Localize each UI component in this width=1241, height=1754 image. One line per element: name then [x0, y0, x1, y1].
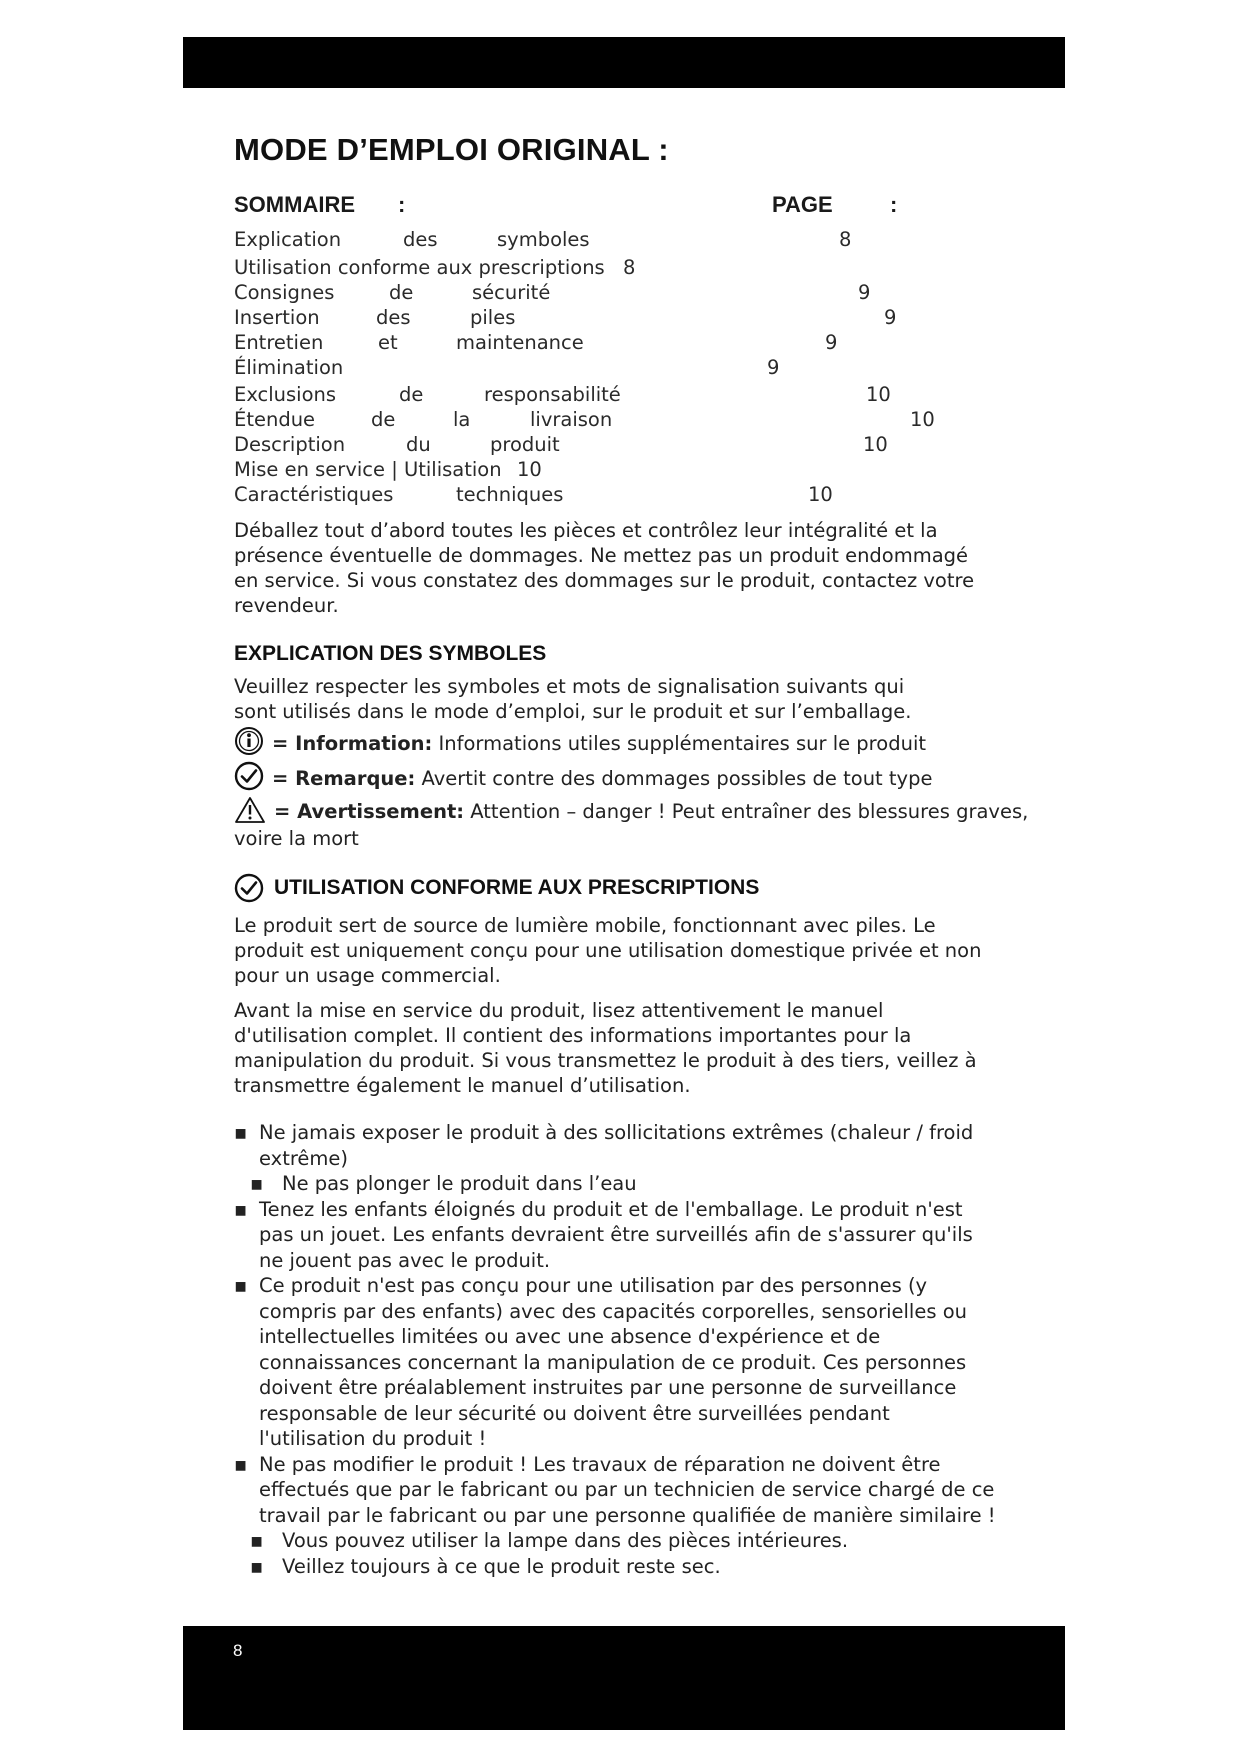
symbol-item-information — [234, 726, 1014, 761]
list-item: ▪ Ce produit n'est pas conçu pour une utilisation par des personnes (y compris par des enfants) avec des capacités corporelles, sensorielles ou intellectuelles limitées ou avec une absence d'expérience et de connaissances concernant la manipulation de ce produit. Ces personnes doivent être préalablement instruites par une personne de surveillance responsable de leur sécurité ou doivent être surveillées pendant l'utilisation du produit ! — [234, 1273, 1002, 1452]
symbol-label: = Avertissement: — [274, 800, 465, 823]
toc-word: Mise en service | Utilisation — [234, 458, 502, 481]
symbol-item-avertissement — [234, 796, 1029, 826]
toc-word: Insertion — [234, 306, 320, 329]
list-item: ▪ Tenez les enfants éloignés du produit et de l'emballage. Le produit n'est pas un jouet. Les enfants devraient être surveillés afin de s'assurer qu'ils ne jouent pas avec le produit. — [234, 1197, 1002, 1274]
toc-row — [234, 483, 1014, 509]
toc-word: de — [399, 383, 424, 406]
header-band — [183, 37, 1065, 88]
toc-word: de — [389, 281, 414, 304]
toc-page-number: 10 — [863, 433, 888, 456]
symbol-text: Informations utiles supplémentaires sur le produit — [438, 732, 927, 755]
toc-page-heading: PAGE — [772, 192, 833, 217]
list-item: ▪ Ne pas plonger le produit dans l’eau — [234, 1171, 1002, 1197]
toc-page-number: 10 — [808, 483, 833, 506]
toc-heading: SOMMAIRE — [234, 192, 355, 217]
toc-word: Consignes — [234, 281, 335, 304]
toc-word: maintenance — [456, 331, 584, 354]
toc-page-number: 8 — [839, 228, 852, 251]
usage-paragraph-1: Le produit sert de source de lumière mobile, fonctionnant avec piles. Le produit est uniquement conçu pour une utilisation domestique privée et non pour un usage commercial. — [234, 914, 982, 987]
table-of-contents — [234, 228, 1014, 518]
toc-page-number: 9 — [825, 331, 838, 354]
toc-word: de — [371, 408, 396, 431]
toc-row — [234, 458, 1014, 484]
symbol-text: Avertit contre des dommages possibles de tout type — [421, 767, 933, 790]
footer-band — [183, 1626, 1065, 1730]
toc-row — [234, 281, 1014, 307]
toc-heading-colon: : — [398, 192, 406, 217]
list-item: ▪ Ne pas modifier le produit ! Les travaux de réparation ne doivent être effectués que par le fabricant ou par un technicien de service chargé de ce travail par le fabricant ou par une personne qualifiée de manière similaire ! — [234, 1452, 1002, 1529]
toc-page-number: 9 — [858, 281, 871, 304]
toc-word: Explication — [234, 228, 342, 251]
toc-word: Élimination — [234, 356, 344, 379]
toc-word: responsabilité — [484, 383, 621, 406]
toc-word: Étendue — [234, 408, 316, 431]
toc-word: sécurité — [472, 281, 551, 304]
check-circle-icon — [234, 761, 264, 791]
list-item: ▪ Ne jamais exposer le produit à des sollicitations extrêmes (chaleur / froid extrême) — [234, 1120, 1002, 1171]
usage-heading-text: UTILISATION CONFORME AUX PRESCRIPTIONS — [274, 876, 760, 899]
symbols-intro: Veuillez respecter les symboles et mots de signalisation suivants qui sont utilisés dans le mode d’emploi, sur le produit et sur l’emballage. — [234, 675, 912, 723]
symbol-label: = Remarque: — [272, 767, 416, 790]
toc-word: des — [376, 306, 411, 329]
list-item: ▪ Vous pouvez utiliser la lampe dans des pièces intérieures. — [234, 1528, 1002, 1554]
toc-word: du — [406, 433, 431, 456]
toc-page-number: 9 — [767, 356, 780, 379]
toc-word: Description — [234, 433, 346, 456]
toc-word: symboles — [497, 228, 590, 251]
check-circle-icon — [234, 873, 264, 903]
document-body — [234, 132, 1029, 1579]
toc-word: piles — [470, 306, 516, 329]
symbol-label: = Information: — [272, 732, 433, 755]
list-item: ▪ Veillez toujours à ce que le produit reste sec. — [234, 1554, 1002, 1580]
safety-bullet-list — [234, 1120, 1002, 1579]
usage-heading — [234, 873, 1014, 903]
toc-page-number: 10 — [910, 408, 935, 431]
info-icon — [234, 726, 264, 756]
toc-word: livraison — [530, 408, 613, 431]
intro-paragraph: Déballez tout d’abord toutes les pièces et contrôlez leur intégralité et la présence éventuelle de dommages. Ne mettez pas un produit endommagé en service. Si vous constatez des dommages sur le produit, contactez votre revendeur. — [234, 519, 975, 617]
symbols-heading: EXPLICATION DES SYMBOLES — [234, 642, 547, 665]
toc-row — [234, 256, 1014, 282]
toc-word: Caractéristiques — [234, 483, 394, 506]
toc-row — [234, 228, 1014, 254]
toc-word: des — [403, 228, 438, 251]
toc-page-number: 8 — [623, 256, 636, 279]
toc-row — [234, 306, 1014, 332]
toc-word: Utilisation conforme aux prescriptions — [234, 256, 605, 279]
symbols-list — [234, 726, 1029, 851]
toc-row — [234, 433, 1014, 459]
symbol-item-remarque — [234, 761, 1014, 796]
symbol-text-continued: voire la mort — [234, 827, 359, 850]
toc-row — [234, 356, 1014, 382]
toc-row — [234, 331, 1014, 357]
usage-paragraph-2: Avant la mise en service du produit, lisez attentivement le manuel d'utilisation complet. Il contient des informations importantes pour la manipulation du produit. Si vous transmettez le produit à des tiers, veillez à transmettre également le manuel d’utilisation. — [234, 999, 977, 1097]
toc-page-number: 10 — [866, 383, 891, 406]
page-number: 8 — [233, 1641, 243, 1660]
symbol-text: Attention – danger ! Peut entraîner des blessures graves, — [470, 800, 1029, 823]
toc-word: la — [453, 408, 471, 431]
toc-row — [234, 408, 1014, 434]
toc-word: et — [378, 331, 398, 354]
warning-triangle-icon — [234, 796, 266, 824]
toc-page-number: 9 — [884, 306, 897, 329]
toc-row — [234, 383, 1014, 409]
toc-page-number: 10 — [517, 458, 542, 481]
toc-word: techniques — [456, 483, 564, 506]
toc-word: produit — [490, 433, 560, 456]
toc-word: Exclusions — [234, 383, 337, 406]
toc-word: Entretien — [234, 331, 324, 354]
toc-header — [234, 192, 1014, 228]
page-title: MODE D’EMPLOI ORIGINAL : — [234, 132, 669, 167]
toc-page-colon: : — [890, 192, 898, 217]
